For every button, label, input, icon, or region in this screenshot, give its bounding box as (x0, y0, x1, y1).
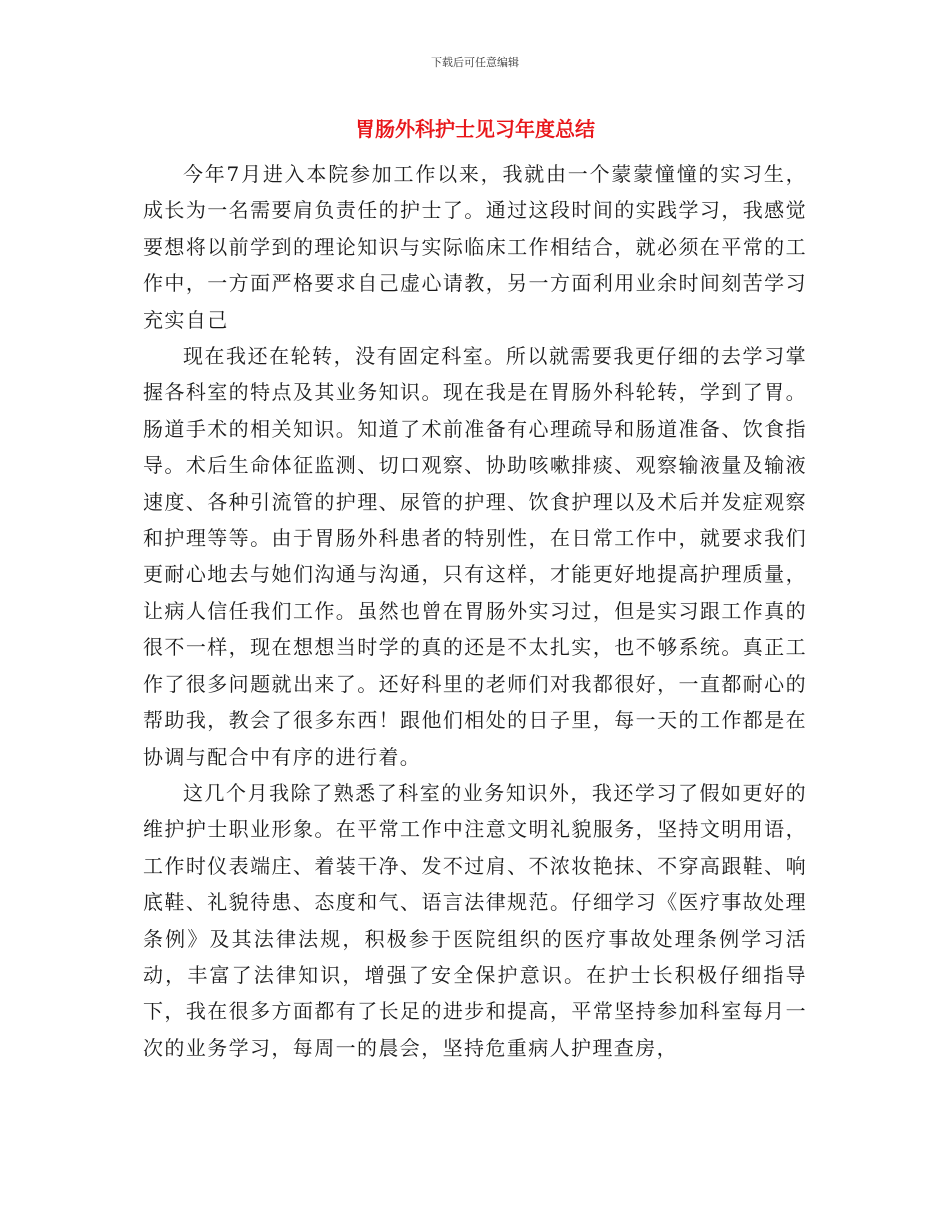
paragraph-1: 今年7月进入本院参加工作以来，我就由一个蒙蒙憧憧的实习生，成长为一名需要肩负责任的护士了。通过这段时间的实践学习，我感觉要想将以前学到的理论知识与实际临床工作相结合，就必须在平常的工作中，一方面严格要求自己虚心请教，另一方面利用业余时间刻苦学习充实自己 (143, 162, 807, 332)
document-body (143, 156, 807, 1066)
paragraph-3: 这几个月我除了熟悉了科室的业务知识外，我还学习了假如更好的维护护士职业形象。在平常工作中注意文明礼貌服务，坚持文明用语，工作时仪表端庄、着装干净、发不过肩、不浓妆艳抹、不穿高跟鞋、响底鞋、礼貌待患、态度和气、语言法律规范。仔细学习《医疗事故处理条例》及其法律法规，积极参于医院组织的医疗事故处理条例学习活动，丰富了法律知识，增强了安全保护意识。在护士长积极仔细指导下，我在很多方面都有了长足的进步和提高，平常坚持参加科室每月一次的业务学习，每周一的晨会，坚持危重病人护理查房， (143, 780, 807, 1060)
header-note: 下载后可任意编辑 (431, 56, 519, 69)
paragraph-2: 现在我还在轮转，没有固定科室。所以就需要我更仔细的去学习掌握各科室的特点及其业务知识。现在我是在胃肠外科轮转，学到了胃。肠道手术的相关知识。知道了术前准备有心理疏导和肠道准备、饮食指导。术后生命体征监测、切口观察、协助咳嗽排痰、观察输液量及输液速度、各种引流管的护理、尿管的护理、饮食护理以及术后并发症观察和护理等等。由于胃肠外科患者的特别性，在日常工作中，就要求我们更耐心地去与她们沟通与沟通，只有这样，才能更好地提高护理质量，让病人信任我们工作。虽然也曾在胃肠外实习过，但是实习跟工作真的很不一样，现在想想当时学的真的还是不太扎实，也不够系统。真正工作了很多问题就出来了。还好科里的老师们对我都很好，一直都耐心的帮助我，教会了很多东西！跟他们相处的日子里，每一天的工作都是在协调与配合中有序的进行着。 (143, 344, 807, 769)
document-title: 胃肠外科护士见习年度总结 (355, 117, 595, 141)
